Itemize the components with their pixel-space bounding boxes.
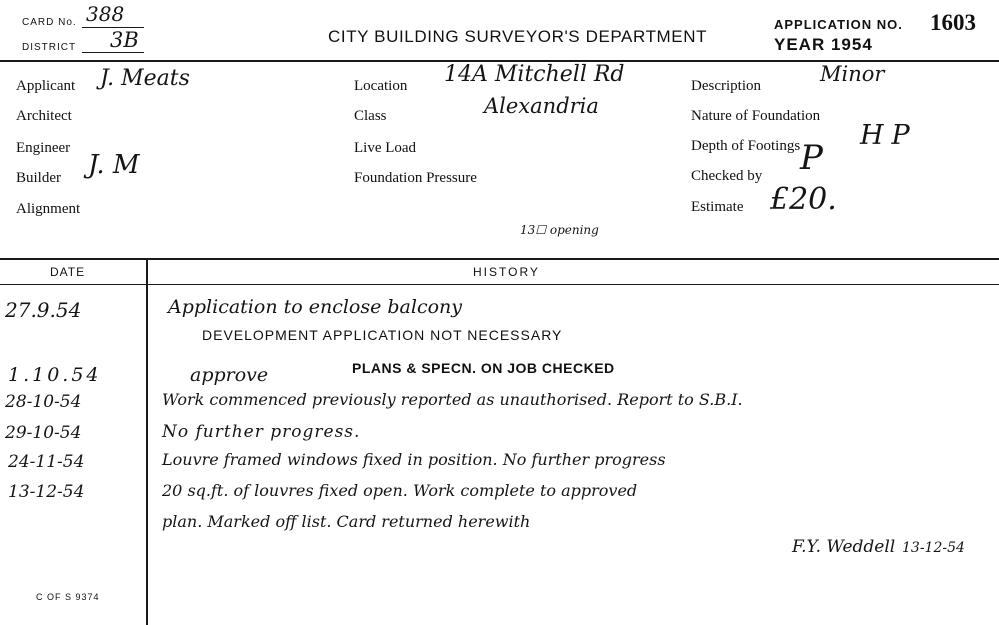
depth-of-footings-label: Depth of Footings — [691, 138, 801, 154]
signature: F.Y. Weddell — [792, 537, 896, 557]
location-label: Location — [354, 78, 408, 94]
foundation-pressure-label: Foundation Pressure — [354, 170, 477, 186]
district-label: DISTRICT — [22, 42, 77, 53]
history-entry: No further progress. — [162, 422, 361, 442]
history-date: 13-12-54 — [8, 482, 85, 502]
history-date: 24-11-54 — [8, 452, 85, 472]
signature-date: 13-12-54 — [902, 540, 965, 556]
checked-by-value: P — [800, 138, 823, 178]
history-date: 29-10-54 — [5, 423, 82, 443]
history-entry: plan. Marked off list. Card returned herewith — [162, 512, 531, 531]
application-label: APPLICATION NO. — [774, 17, 903, 32]
checked-by-label: Checked by — [691, 168, 763, 184]
applicant-value: J. Meats — [100, 66, 190, 91]
estimate-value: £20. — [770, 182, 837, 217]
table-header-rule — [0, 284, 999, 285]
history-entry: Application to enclose balcony — [168, 296, 462, 318]
engineer-label: Engineer — [16, 140, 71, 156]
applicant-label: Applicant — [16, 78, 76, 94]
history-entry: Louvre framed windows fixed in position. No further progress — [162, 450, 666, 469]
year-label: YEAR 1954 — [774, 35, 873, 54]
table-top-rule — [0, 258, 999, 260]
opening-note: 13☐ opening — [520, 223, 599, 237]
history-entry: Work commenced previously reported as unauthorised. Report to S.B.I. — [162, 390, 743, 409]
table-column-divider — [146, 258, 148, 625]
district-value: 3B — [110, 28, 139, 52]
history-stamp-plans: PLANS & SPECN. ON JOB CHECKED — [352, 360, 615, 376]
card-label: CARD No. — [22, 17, 77, 28]
builder-value: J. M — [88, 150, 140, 180]
history-date: 28-10-54 — [5, 392, 82, 412]
department-title: CITY BUILDING SURVEYOR'S DEPARTMENT — [328, 27, 708, 46]
description-value: Minor — [820, 62, 885, 86]
history-date: 1.10.54 — [8, 364, 102, 386]
history-date: 27.9.54 — [5, 298, 82, 322]
architect-label: Architect — [16, 108, 72, 124]
history-entry: approve — [190, 364, 269, 386]
live-load-label: Live Load — [354, 140, 417, 156]
class-label: Class — [354, 108, 387, 124]
alignment-label: Alignment — [16, 201, 81, 217]
history-stamp-development: DEVELOPMENT APPLICATION NOT NECESSARY — [202, 327, 563, 343]
nature-of-foundation-label: Nature of Foundation — [691, 108, 821, 124]
location-value: 14A Mitchell Rd — [444, 62, 625, 87]
date-header: DATE — [50, 265, 86, 279]
history-header: HISTORY — [473, 265, 540, 279]
class-value: Alexandria — [484, 94, 599, 118]
application-number: 1603 — [930, 10, 976, 35]
card-number: 388 — [86, 2, 125, 26]
depth-of-footings-value: HP — [860, 120, 918, 151]
estimate-label: Estimate — [691, 199, 744, 215]
description-label: Description — [691, 78, 761, 94]
history-entry: 20 sq.ft. of louvres fixed open. Work complete to approved — [162, 481, 638, 500]
form-code: C OF S 9374 — [36, 592, 100, 602]
builder-label: Builder — [16, 170, 61, 186]
